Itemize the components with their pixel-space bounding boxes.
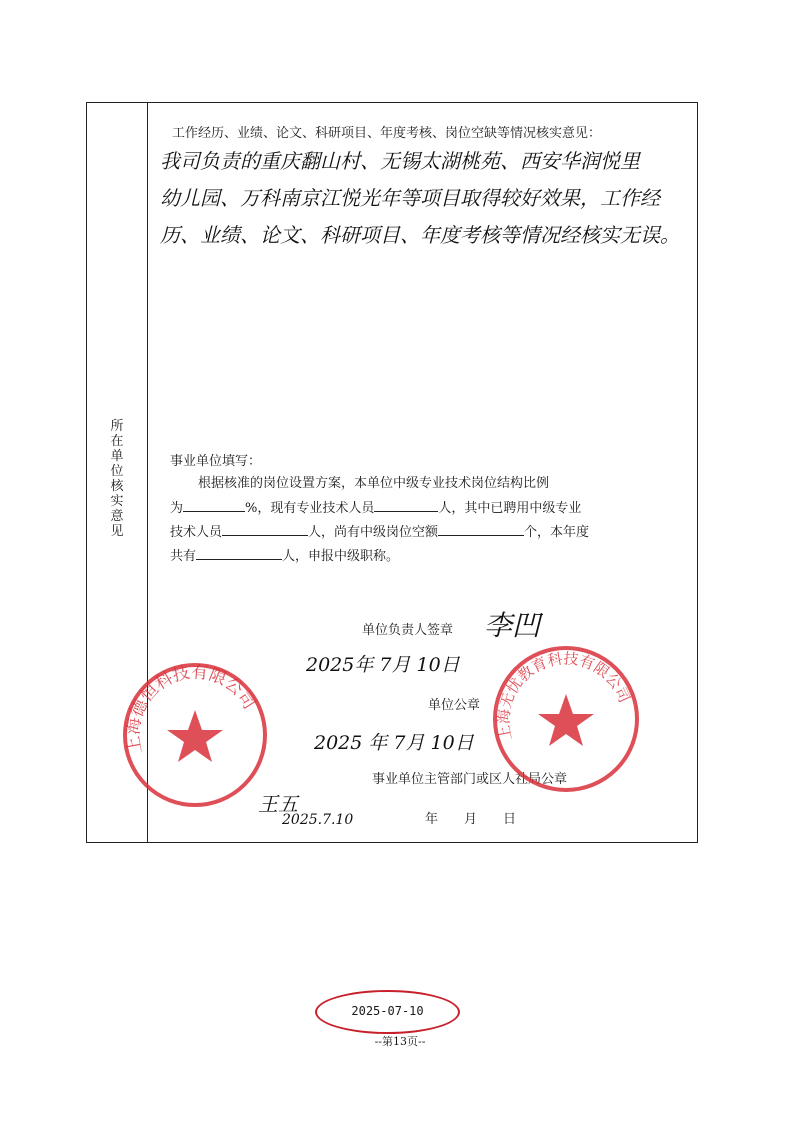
- company-seal-right: [490, 643, 642, 795]
- hired-mid-count-field[interactable]: [222, 523, 308, 536]
- ratio-prefix: 为: [170, 501, 184, 516]
- verify-handwriting-line-1: 我司负责的重庆翻山村、无锡太湖桃苑、西安华润悦里: [160, 149, 640, 173]
- hired-mid-label: 人，其中已聘用中级专业: [438, 501, 582, 516]
- apply-label: 人，申报中级职称。: [282, 549, 400, 564]
- company-seal-left: [120, 660, 270, 810]
- authority-seal-label: 事业单位主管部门或区人社局公章: [372, 772, 568, 787]
- leader-sign-date: 2025年 7月 10日: [306, 654, 460, 676]
- unit-section-line-4: [170, 545, 399, 564]
- footer-date-stamp: [315, 990, 460, 1034]
- unit-section-heading: 事业单位填写：: [170, 454, 262, 469]
- this-year-label: 个，本年度: [524, 525, 590, 540]
- verify-heading: 工作经历、业绩、论文、科研项目、年度考核、岗位空缺等情况核实意见：: [172, 126, 602, 141]
- leader-sign-label: 单位负责人签章: [362, 623, 454, 638]
- unit-seal-label: 单位公章: [428, 698, 481, 713]
- applicant-count-field[interactable]: [196, 547, 282, 560]
- unit-section-line-1: 根据核准的岗位设置方案，本单位中级专业技术岗位结构比例: [198, 476, 550, 491]
- section-label: 所在单位核实意见: [110, 419, 124, 539]
- tech-staff-count-field[interactable]: [374, 499, 438, 512]
- extra-signature: 王五: [258, 792, 298, 816]
- unit-seal-date: 2025 年 7月 10日: [314, 732, 474, 754]
- authority-seal-date: 年 月 日: [425, 812, 517, 827]
- footer-date: 2025-07-10: [351, 1004, 424, 1018]
- vacancy-label: 人，尚有中级岗位空额: [308, 525, 439, 540]
- unit-section-line-3: [170, 521, 589, 540]
- verify-handwriting-line-3: 历、业绩、论文、科研项目、年度考核等情况经核实无误。: [160, 223, 680, 247]
- extra-sign-date: 2025.7.10: [282, 812, 354, 828]
- company-seal-left-text: 上海德恒科技有限公司: [123, 662, 260, 755]
- leader-signature: 李凹: [484, 609, 541, 642]
- tech-staff-label: 技术人员: [170, 525, 223, 540]
- total-label: 共有: [170, 549, 197, 564]
- ratio-field[interactable]: [183, 499, 245, 512]
- ratio-suffix: %，现有专业技术人员: [245, 501, 375, 516]
- verify-handwriting-line-2: 幼儿园、万科南京江悦光年等项目取得较好效果，工作经: [160, 186, 660, 210]
- unit-section-line-2: [170, 497, 581, 516]
- vacancy-count-field[interactable]: [438, 523, 524, 536]
- company-seal-right-text: 上海无忧教育科技有限公司: [494, 649, 634, 742]
- page-number: --第13页--: [374, 1035, 426, 1048]
